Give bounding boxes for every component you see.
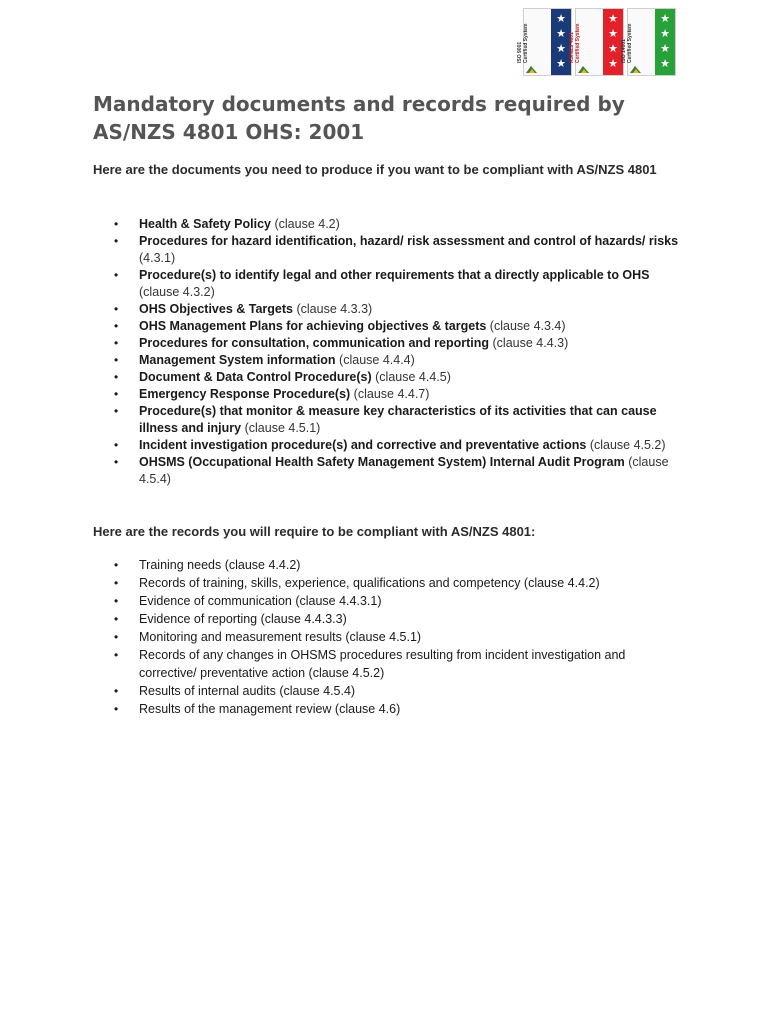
hts-logo-icon: [630, 65, 641, 73]
document-clause: (clause 4.2): [271, 217, 340, 231]
list-item: • Training needs (clause 4.4.2): [93, 556, 683, 574]
list-item: [93, 369, 683, 386]
list-item: [93, 267, 683, 301]
document-name: Emergency Response Procedure(s): [139, 387, 351, 401]
records-list: [93, 556, 683, 718]
star-icon: ★: [556, 28, 566, 40]
list-item: [93, 301, 683, 318]
document-clause: (clause 4.3.2): [139, 285, 215, 299]
list-item: • Records of training, skills, experience, qualifications and competency (clause 4.4.2): [93, 574, 683, 592]
badge-as-nzs-4801: [569, 8, 624, 76]
list-item: [93, 233, 683, 267]
star-icon: ★: [660, 28, 670, 40]
document-name: Document & Data Control Procedure(s): [139, 370, 372, 384]
document-name: OHSMS (Occupational Health Safety Management System) Internal Audit Program: [139, 455, 625, 469]
document-name: Procedures for consultation, communication and reporting: [139, 336, 490, 350]
list-item: • Monitoring and measurement results (clause 4.5.1): [93, 628, 683, 646]
star-strip: [551, 9, 571, 75]
document-name: Incident investigation procedure(s) and corrective and preventative actions: [139, 438, 587, 452]
document-name: OHS Objectives & Targets: [139, 302, 293, 316]
star-icon: ★: [608, 58, 618, 70]
star-strip: [603, 9, 623, 75]
badge-iso-9001: [517, 8, 572, 76]
document-name: Procedure(s) that monitor & measure key characteristics of its activities that can cause illness and injury: [139, 404, 657, 435]
document-name: Health & Safety Policy: [139, 217, 271, 231]
document-clause: (clause 4.5.2): [586, 438, 666, 452]
list-item: [93, 335, 683, 352]
document-clause: (clause 4.4.3): [489, 336, 569, 350]
list-item: • Records of any changes in OHSMS procedures resulting from incident investigation and corrective/ preventative action (clause 4.5.2): [93, 646, 683, 682]
list-item: [93, 386, 683, 403]
star-icon: ★: [556, 58, 566, 70]
document-clause: (4.3.1): [139, 251, 176, 265]
badge-label: AS/NZS 4801 Certified System: [569, 23, 581, 63]
list-item: [93, 454, 683, 488]
page-title: Mandatory documents and records required by AS/NZS 4801 OHS: 2001: [93, 92, 625, 144]
list-item: [93, 216, 683, 233]
document-clause: (clause 4.5.4): [139, 455, 669, 486]
badge-label: ISO 9001 Certified System: [517, 23, 529, 63]
star-icon: ★: [660, 58, 670, 70]
list-item: • Evidence of communication (clause 4.4.3.1): [93, 592, 683, 610]
list-item: [93, 352, 683, 369]
list-item: [93, 437, 683, 454]
list-item: [93, 318, 683, 335]
document-clause: (clause 4.4.5): [371, 370, 451, 384]
document-name: Procedure(s) to identify legal and other requirements that a directly applicable to OHS: [139, 268, 650, 282]
hts-logo-icon: [578, 65, 589, 73]
badge-iso-14001: [621, 8, 676, 76]
document-clause: (clause 4.4.4): [335, 353, 415, 367]
documents-list: [93, 216, 683, 488]
star-strip: [655, 9, 675, 75]
star-icon: ★: [608, 28, 618, 40]
star-icon: ★: [556, 43, 566, 55]
star-icon: ★: [556, 13, 566, 25]
document-name: Management System information: [139, 353, 336, 367]
document-name: Procedures for hazard identification, hazard/ risk assessment and control of hazards/ risks: [139, 234, 679, 248]
document-name: OHS Management Plans for achieving objectives & targets: [139, 319, 487, 333]
document-clause: (clause 4.3.3): [293, 302, 373, 316]
list-item: • Evidence of reporting (clause 4.4.3.3): [93, 610, 683, 628]
star-icon: ★: [608, 43, 618, 55]
document-clause: (clause 4.3.4): [486, 319, 566, 333]
hts-logo-icon: [526, 65, 537, 73]
documents-intro: Here are the documents you need to produce if you want to be compliant with AS/NZS 4801: [93, 162, 657, 177]
list-item: • Results of the management review (clause 4.6): [93, 700, 683, 718]
star-icon: ★: [608, 13, 618, 25]
records-intro: Here are the records you will require to be compliant with AS/NZS 4801:: [93, 524, 536, 539]
star-icon: ★: [660, 43, 670, 55]
document-clause: (clause 4.5.1): [241, 421, 321, 435]
document-clause: (clause 4.4.7): [350, 387, 430, 401]
list-item: [93, 403, 683, 437]
list-item: • Results of internal audits (clause 4.5.4): [93, 682, 683, 700]
badge-label: ISO 14001 Certified System: [621, 23, 633, 63]
certification-badges: [517, 8, 676, 76]
star-icon: ★: [660, 13, 670, 25]
